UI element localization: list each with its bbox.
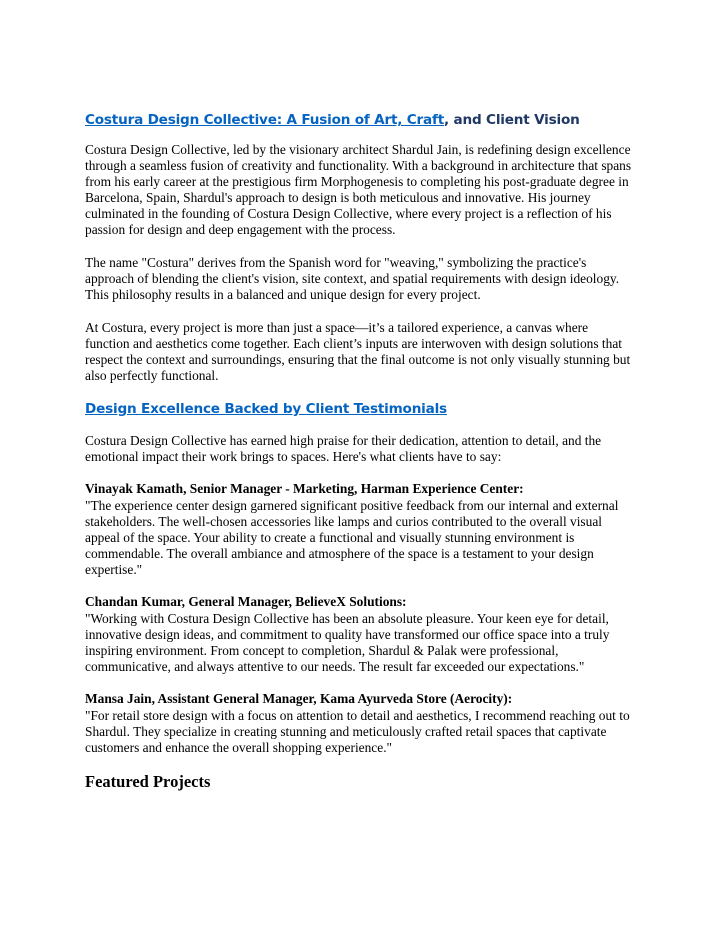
testimonial-quote: "For retail store design with a focus on attention to detail and aesthetics, I recommend reaching out to Shardul. They specialize in creating stunning and meticulously crafted retail spaces that captivate customers and enhance the overall shopping experience." <box>85 707 630 755</box>
testimonials-heading-link[interactable]: Design Excellence Backed by Client Testimonials <box>85 400 447 417</box>
testimonial-3 <box>85 691 635 755</box>
testimonial-author: Vinayak Kamath, Senior Manager - Marketing, Harman Experience Center: <box>85 481 524 497</box>
testimonial-author: Chandan Kumar, General Manager, BelieveX Solutions: <box>85 594 407 610</box>
intro-paragraph-1: Costura Design Collective, led by the visionary architect Shardul Jain, is redefining design excellence through a seamless fusion of creativity and functionality. With a background in architecture that spans from his early career at the prestigious firm Morphogenesis to completing his post-graduate degree in Barcelona, Spain, Shardul's approach to design is both meticulous and innovative. His journey culminated in the founding of Costura Design Collective, where every project is a reflection of his passion for design and deep engagement with the process. <box>85 142 632 238</box>
testimonial-1 <box>85 481 635 578</box>
main-heading-rest: , and Client Vision <box>444 112 580 128</box>
testimonial-quote: "The experience center design garnered significant positive feedback from our internal and external stakeholders. The well-chosen accessories like lamps and curios contributed to the overall visual appeal of the space. Your ability to create a functional and visually stunning environment is commendable. The overall ambiance and atmosphere of the space is a testament to your design expertise." <box>85 497 619 577</box>
document-body <box>85 112 635 792</box>
testimonial-author: Mansa Jain, Assistant General Manager, Kama Ayurveda Store (Aerocity): <box>85 691 513 707</box>
main-heading <box>85 112 635 128</box>
testimonials-intro: Costura Design Collective has earned high praise for their dedication, attention to detail, and the emotional impact their work brings to spaces. Here's what clients have to say: <box>85 432 602 464</box>
featured-projects-heading: Featured Projects <box>85 772 211 792</box>
intro-paragraph-3: At Costura, every project is more than just a space—it’s a tailored experience, a canvas where function and aesthetics come together. Each client’s inputs are interwoven with design solutions that respect the context and surroundings, ensuring that the final outcome is not only visually stunning but also perfectly functional. <box>85 319 631 384</box>
testimonials-heading <box>85 401 635 417</box>
main-heading-link[interactable]: Costura Design Collective: A Fusion of Art, Craft <box>85 112 445 128</box>
intro-paragraph-2: The name "Costura" derives from the Spanish word for "weaving," symbolizing the practice's approach of blending the client's vision, site context, and spatial requirements with design ideology. This philosophy results in a balanced and unique design for every project. <box>85 255 620 303</box>
testimonial-quote: "Working with Costura Design Collective has been an absolute pleasure. Your keen eye for detail, innovative design ideas, and commitment to quality have transformed our office space into a truly inspiring environment. From concept to completion, Shardul & Palak were professional, communicative, and always attentive to our needs. The result far exceeded our expectations." <box>85 610 610 674</box>
testimonial-2 <box>85 594 635 674</box>
